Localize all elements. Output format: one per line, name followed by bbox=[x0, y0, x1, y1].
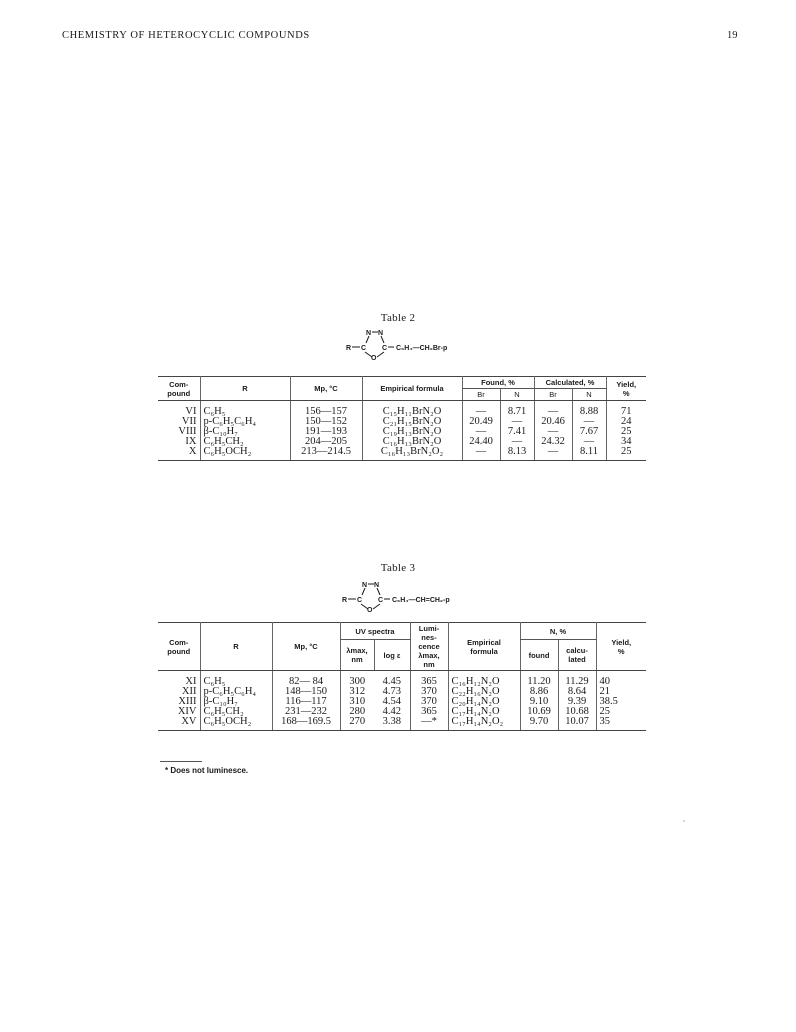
t2-header-mp: Mp, °C bbox=[290, 377, 362, 401]
cell-r: β-C₁₀H₇ bbox=[200, 697, 272, 707]
cell-yield: 21 bbox=[596, 687, 646, 697]
t3-header-compound: Com- pound bbox=[158, 623, 200, 671]
t2-header-calculated: Calculated, % bbox=[534, 377, 606, 389]
cell-r: C₆H₅OCH₂ bbox=[200, 717, 272, 731]
cell-mp: 156—157 bbox=[290, 401, 362, 418]
cell-formula: C₁₆H₁₃BrN₂O₂ bbox=[362, 447, 462, 461]
cell-r: C₆H₅CH₂ bbox=[200, 437, 290, 447]
cell-found-n: — bbox=[500, 417, 534, 427]
cell-calc-n: 7.67 bbox=[572, 427, 606, 437]
cell-calculated: 9.39 bbox=[558, 697, 596, 707]
cell-calculated: 11.29 bbox=[558, 671, 596, 688]
struct-c2: C bbox=[382, 345, 388, 352]
t3-header-yield: Yield, % bbox=[596, 623, 646, 671]
table3-oxadiazole-structure bbox=[326, 578, 506, 612]
cell-yield: 35 bbox=[596, 717, 646, 731]
cell-formula: C₁₇H₁₄N₂O bbox=[448, 707, 520, 717]
cell-mp: 82— 84 bbox=[272, 671, 340, 688]
cell-luminescence: 370 bbox=[410, 697, 448, 707]
cell-compound: XV bbox=[158, 717, 200, 731]
cell-calc-br: 20.46 bbox=[534, 417, 572, 427]
struct-n2: N bbox=[374, 582, 380, 589]
cell-compound: VII bbox=[181, 416, 197, 427]
t3-header-n: N, % bbox=[520, 623, 596, 640]
cell-loge: 4.42 bbox=[382, 706, 401, 717]
cell-mp: 213—214.5 bbox=[290, 447, 362, 461]
cell-calculated: 8.64 bbox=[558, 687, 596, 697]
cell-found-br: — bbox=[462, 427, 500, 437]
cell-yield: 71 bbox=[606, 401, 646, 418]
t3-header-calculated: calcu- lated bbox=[558, 640, 596, 671]
cell-compound: IX bbox=[185, 436, 197, 447]
t2-header-compound: Com- pound bbox=[158, 377, 200, 401]
struct-n1: N bbox=[366, 330, 372, 337]
cell-found: 11.20 bbox=[520, 671, 558, 688]
cell-yield: 24 bbox=[606, 417, 646, 427]
struct-r: R bbox=[342, 597, 348, 604]
scan-speck bbox=[683, 820, 685, 822]
cell-compound: VIII bbox=[178, 426, 197, 437]
cell-formula: C₁₉H₁₃BrN₂O bbox=[362, 427, 462, 437]
cell-mp: 148—150 bbox=[272, 687, 340, 697]
cell-calc-n: 8.11 bbox=[572, 447, 606, 461]
cell-compound: VI bbox=[185, 406, 197, 417]
table-row bbox=[158, 401, 646, 418]
cell-formula: C₁₅H₁₁BrN₂O bbox=[362, 401, 462, 418]
cell-mp: 231—232 bbox=[272, 707, 340, 717]
cell-r: C₆H₅ bbox=[200, 671, 272, 688]
cell-compound: X bbox=[158, 447, 200, 461]
cell-found-br: — bbox=[462, 447, 500, 461]
cell-r: β-C₁₀H₇ bbox=[200, 427, 290, 437]
cell-calc-n: — bbox=[572, 417, 606, 427]
cell-formula: C₁₆H₁₃BrN₂O bbox=[362, 437, 462, 447]
cell-found-n: 7.41 bbox=[500, 427, 534, 437]
t3-header-uv: UV spectra bbox=[340, 623, 410, 640]
cell-luminescence: 365 bbox=[410, 707, 448, 717]
t2-header-calc-n: N bbox=[572, 389, 606, 401]
t2-header-r: R bbox=[200, 377, 290, 401]
cell-calc-n: — bbox=[572, 437, 606, 447]
cell-r: C₆H₅CH₂ bbox=[200, 707, 272, 717]
cell-lambda: 270 bbox=[340, 717, 374, 731]
cell-yield: 38.5 bbox=[596, 697, 646, 707]
struct-o: O bbox=[367, 607, 373, 612]
cell-calculated: 10.68 bbox=[558, 707, 596, 717]
t3-header-loge: log ε bbox=[374, 640, 410, 671]
cell-r: C₆H₅ bbox=[200, 401, 290, 418]
cell-found: 9.10 bbox=[520, 697, 558, 707]
cell-calculated: 10.07 bbox=[558, 717, 596, 731]
footnote-divider bbox=[160, 761, 202, 762]
cell-lambda: 312 bbox=[340, 687, 374, 697]
cell-calc-br: — bbox=[534, 401, 572, 418]
cell-compound: XI bbox=[185, 676, 197, 687]
cell-yield: 34 bbox=[606, 437, 646, 447]
cell-formula: C₁₆H₁₂N₂O bbox=[448, 671, 520, 688]
cell-mp: 116—117 bbox=[272, 697, 340, 707]
cell-r: C₆H₅OCH₂ bbox=[200, 447, 290, 461]
cell-found: 9.70 bbox=[520, 717, 558, 731]
cell-mp: 150—152 bbox=[290, 417, 362, 427]
table2 bbox=[158, 376, 646, 461]
cell-calc-br: — bbox=[534, 427, 572, 437]
struct-substituent: C₆H₄—CH₂Br-p bbox=[396, 345, 448, 352]
struct-r: R bbox=[346, 345, 352, 352]
cell-lambda: 310 bbox=[340, 697, 374, 707]
cell-found: 8.86 bbox=[520, 687, 558, 697]
cell-calc-br: — bbox=[534, 447, 572, 461]
cell-found-br: — bbox=[462, 401, 500, 418]
cell-r: p-C₆H₅C₆H₄ bbox=[200, 687, 272, 697]
cell-loge: 4.45 bbox=[382, 676, 401, 687]
t3-header-mp: Mp, °C bbox=[272, 623, 340, 671]
t3-header-r: R bbox=[200, 623, 272, 671]
t2-header-calc-br: Br bbox=[534, 389, 572, 401]
t3-header-lambda: λmax, nm bbox=[340, 640, 374, 671]
table3 bbox=[158, 622, 646, 731]
cell-found-br: 24.40 bbox=[462, 437, 500, 447]
table2-caption: Table 2 bbox=[380, 312, 416, 324]
cell-found-n: 8.71 bbox=[500, 401, 534, 418]
cell-formula: C₁₇H₁₄N₂O₂ bbox=[448, 717, 520, 731]
t2-header-found-n: N bbox=[500, 389, 534, 401]
cell-loge: 4.73 bbox=[382, 686, 401, 697]
cell-yield: 25 bbox=[596, 707, 646, 717]
cell-found-n: 8.13 bbox=[500, 447, 534, 461]
struct-o: O bbox=[371, 355, 377, 360]
running-title: CHEMISTRY OF HETEROCYCLIC COMPOUNDS bbox=[62, 30, 310, 41]
cell-formula: C₂₂H₁₆N₂O bbox=[448, 687, 520, 697]
cell-formula: C₂₁H₁₅BrN₂O bbox=[362, 417, 462, 427]
t3-header-formula: Empirical formula bbox=[448, 623, 520, 671]
cell-calc-br: 24.32 bbox=[534, 437, 572, 447]
t2-header-formula: Empirical formula bbox=[362, 377, 462, 401]
cell-lambda: 300 bbox=[340, 671, 374, 688]
cell-found-n: — bbox=[500, 437, 534, 447]
cell-found-br: 20.49 bbox=[462, 417, 500, 427]
t3-header-luminescence: Lumi- nes- cence λmax, nm bbox=[410, 623, 448, 671]
cell-mp: 168—169.5 bbox=[272, 717, 340, 731]
cell-mp: 191—193 bbox=[290, 427, 362, 437]
cell-yield: 25 bbox=[606, 427, 646, 437]
table-row bbox=[158, 671, 646, 688]
cell-yield: 40 bbox=[596, 671, 646, 688]
cell-luminescence: 365 bbox=[410, 671, 448, 688]
t3-header-found: found bbox=[520, 640, 558, 671]
cell-compound: XII bbox=[181, 686, 197, 697]
cell-luminescence: —* bbox=[410, 717, 448, 731]
cell-found: 10.69 bbox=[520, 707, 558, 717]
page-number: 19 bbox=[727, 30, 738, 41]
cell-lambda: 280 bbox=[340, 707, 374, 717]
struct-c1: C bbox=[357, 597, 363, 604]
struct-n1: N bbox=[362, 582, 368, 589]
t2-header-found: Found, % bbox=[462, 377, 534, 389]
t2-header-found-br: Br bbox=[462, 389, 500, 401]
table3-caption: Table 3 bbox=[380, 562, 416, 574]
cell-calc-n: 8.88 bbox=[572, 401, 606, 418]
cell-loge: 4.54 bbox=[382, 696, 401, 707]
struct-c1: C bbox=[361, 345, 367, 352]
cell-r: p-C₆H₅C₆H₄ bbox=[200, 417, 290, 427]
table2-oxadiazole-structure bbox=[330, 326, 500, 360]
cell-compound: XIII bbox=[178, 696, 197, 707]
struct-c2: C bbox=[378, 597, 384, 604]
cell-mp: 204—205 bbox=[290, 437, 362, 447]
cell-luminescence: 370 bbox=[410, 687, 448, 697]
cell-compound: XIV bbox=[177, 706, 197, 717]
cell-loge: 3.38 bbox=[374, 717, 410, 731]
struct-substituent: C₆H₄—CH=CH₂-p bbox=[392, 597, 450, 604]
cell-formula: C₂₀H₁₄N₂O bbox=[448, 697, 520, 707]
struct-n2: N bbox=[378, 330, 384, 337]
table3-footnote: * Does not luminesce. bbox=[165, 766, 249, 775]
table-row bbox=[158, 717, 646, 731]
cell-yield: 25 bbox=[606, 447, 646, 461]
t2-header-yield: Yield, % bbox=[606, 377, 646, 401]
table-row bbox=[158, 447, 646, 461]
